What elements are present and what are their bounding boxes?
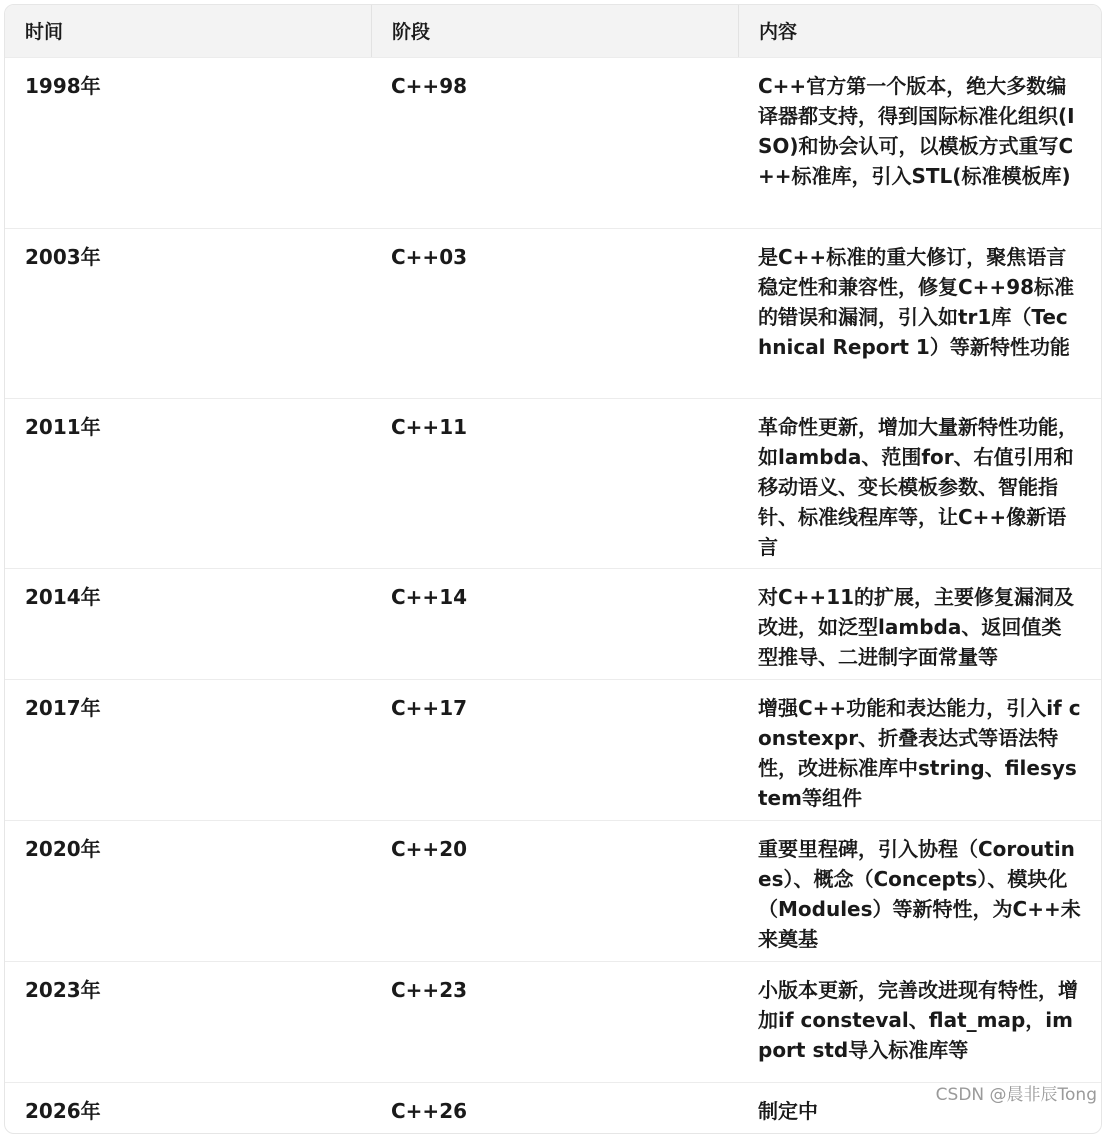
cell-stage: C++20 (391, 837, 468, 861)
table-row (5, 568, 1101, 679)
cell-content: 增强C++功能和表达能力，引入if constexpr、折叠表达式等语法特性，改进标准库中string、filesystem等组件 (758, 696, 1081, 810)
table-header-row (5, 5, 1101, 57)
cell-stage: C++14 (391, 585, 468, 609)
csdn-watermark: CSDN @晨非辰Tong (935, 1085, 1097, 1105)
cell-content: 是C++标准的重大修订，聚焦语言稳定性和兼容性，修复C++98标准的错误和漏洞，引入如tr1库（Technical Report 1）等新特性功能 (758, 245, 1075, 359)
table-row (5, 820, 1101, 961)
table-row (5, 57, 1101, 228)
cell-stage: C++03 (391, 245, 468, 269)
header-time: 时间 (25, 21, 64, 43)
cell-time: 2003年 (25, 245, 101, 269)
cell-stage: C++98 (391, 74, 468, 98)
cell-time: 2026年 (25, 1099, 101, 1123)
cpp-history-table (4, 4, 1102, 1134)
cell-content: 革命性更新，增加大量新特性功能，如lambda、范围for、右值引用和移动语义、变长模板参数、智能指针、标准线程库等，让C++像新语言 (758, 415, 1078, 559)
header-content: 内容 (738, 5, 1101, 57)
cell-time: 2017年 (25, 696, 101, 720)
cell-content: 重要里程碑，引入协程（Coroutines）、概念（Concepts）、模块化（Modules）等新特性，为C++未来奠基 (758, 837, 1081, 951)
cell-content: 对C++11的扩展，主要修复漏洞及改进，如泛型lambda、返回值类型推导、二进制字面常量等 (758, 585, 1075, 669)
cell-time: 1998年 (25, 74, 101, 98)
table-row (5, 398, 1101, 568)
table-row (5, 679, 1101, 820)
cell-content: C++官方第一个版本，绝大多数编译器都支持，得到国际标准化组织(ISO)和协会认可，以模板方式重写C++标准库，引入STL(标准模板库) (758, 74, 1075, 188)
table-row (5, 228, 1101, 398)
cell-time: 2020年 (25, 837, 101, 861)
cell-time: 2023年 (25, 978, 101, 1002)
cell-time: 2014年 (25, 585, 101, 609)
cell-stage: C++17 (391, 696, 468, 720)
cell-stage: C++23 (391, 978, 468, 1002)
cell-stage: C++26 (391, 1099, 468, 1123)
cell-content: 制定中 (758, 1099, 818, 1123)
header-stage: 阶段 (371, 5, 738, 57)
table-row (5, 961, 1101, 1082)
cell-stage: C++11 (391, 415, 468, 439)
cell-content: 小版本更新，完善改进现有特性，增加if consteval、flat_map，import std导入标准库等 (758, 978, 1078, 1062)
cell-time: 2011年 (25, 415, 101, 439)
